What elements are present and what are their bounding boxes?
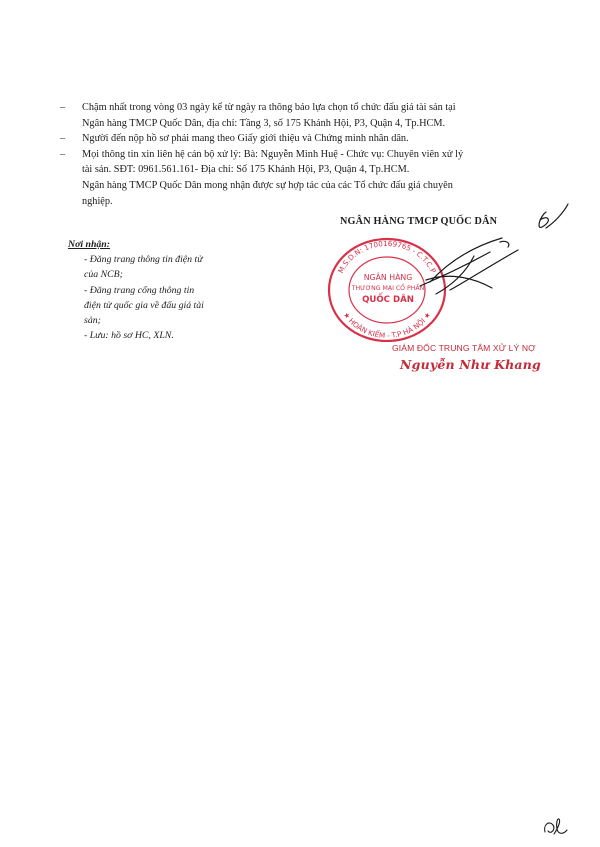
director-title: GIÁM ĐỐC TRUNG TÂM XỬ LÝ NỢ (392, 343, 536, 353)
bullet-line: tài sản. SĐT: 0961.561.161- Địa chỉ: Số 175 Khánh Hội, P3, Quận 4, Tp.HCM. (82, 164, 410, 176)
bullet-dash: – (60, 102, 66, 113)
recipients-block (62, 237, 232, 343)
svg-text:QUỐC DÂN: QUỐC DÂN (362, 295, 414, 305)
svg-text:M.S.D.N: 1700169765 - C.T.C.P: M.S.D.N: 1700169765 - C.T.C.P (336, 238, 438, 275)
recipient-line: - Đăng trang thông tin điện tử (84, 254, 203, 266)
recipient-item (62, 283, 232, 329)
bank-name-heading: NGÂN HÀNG TMCP QUỐC DÂN (340, 216, 498, 227)
recipients-title: Nơi nhận: (68, 239, 111, 250)
bullet-documents (60, 131, 552, 147)
bullet-dash: – (60, 148, 66, 160)
svg-text:NGÂN HÀNG: NGÂN HÀNG (363, 273, 413, 282)
recipient-line: của NCB; (84, 269, 123, 281)
bullet-line: Người đến nộp hồ sơ phải mang theo Giấy giới thiệu và Chứng minh nhân dân. (82, 133, 409, 145)
recipient-line: điện tử quốc gia về đấu giá tài (84, 299, 204, 311)
bullet-deadline (60, 100, 552, 131)
recipient-line: - Lưu: hồ sơ HC, XLN. (84, 330, 174, 342)
bullet-dash: – (60, 133, 66, 145)
recipient-item (62, 252, 232, 282)
svg-text:★ HOÀN KIẾM - T.P HÀ NỘI ★: ★ HOÀN KIẾM - T.P HÀ NỘI ★ (341, 310, 433, 341)
handwritten-initial-icon (540, 816, 570, 838)
closing-line: Ngân hàng TMCP Quốc Dân mong nhận được sự hợp tác của các Tổ chức đấu giá chuyên (82, 179, 453, 191)
bullet-line: Mọi thông tin xin liên hệ cán bộ xử lý: Bà: Nguyễn Minh Huệ - Chức vụ: Chuyên viên xử lý (82, 148, 464, 160)
director-name: Nguyễn Như Khang (400, 357, 541, 372)
recipient-line: - Đăng trang cổng thông tin (84, 284, 195, 296)
bullet-contact (60, 147, 552, 178)
recipient-item (62, 328, 232, 343)
bullet-line: Chậm nhất trong vòng 03 ngày kể từ ngày ra thông báo lựa chọn tổ chức đấu giá tài sản tại (82, 102, 456, 113)
bullet-line: Ngân hàng TMCP Quốc Dân, địa chỉ: Tầng 3, số 175 Khánh Hội, P3, Quận 4, Tp.HCM. (82, 117, 446, 129)
signature-icon (390, 190, 570, 310)
recipient-line: sản; (84, 315, 101, 327)
closing-line: nghiệp. (82, 195, 113, 207)
svg-text:THƯƠNG MẠI CỔ PHẦN: THƯƠNG MẠI CỔ PHẦN (351, 285, 425, 292)
